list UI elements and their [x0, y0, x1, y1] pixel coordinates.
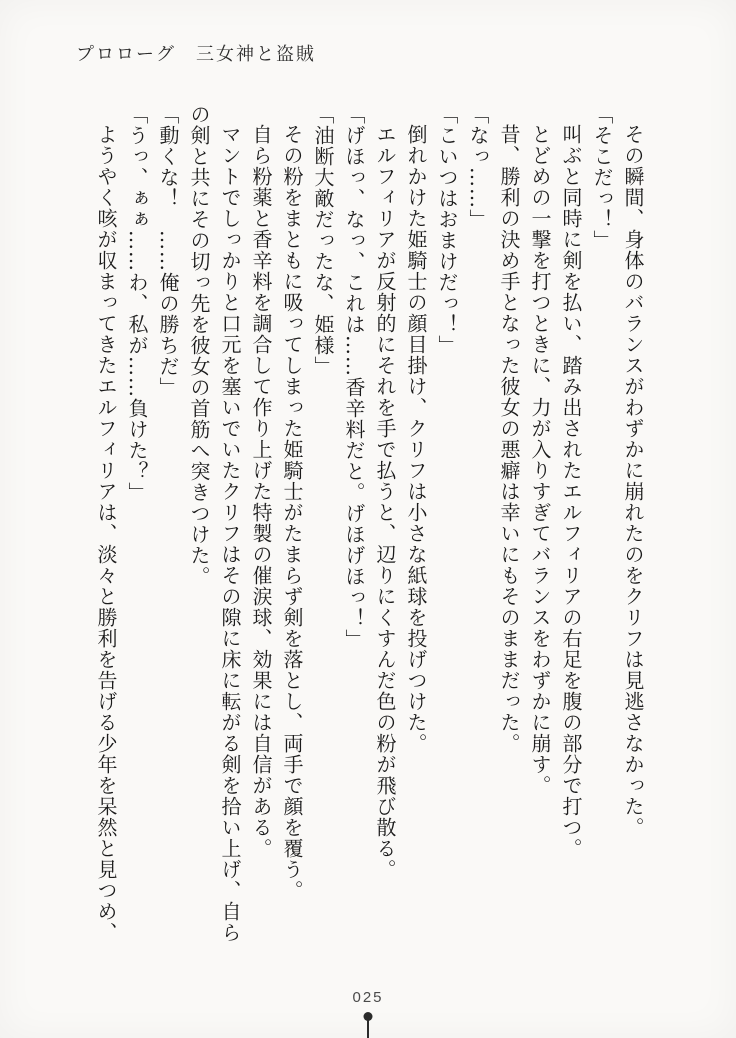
running-head: プロローグ 三女神と盗賊 — [76, 44, 316, 65]
paragraph: 「げほっ、なっ、これは……香辛料だと。げほげほっ！」 — [342, 104, 366, 650]
paragraph: 「うっ、ぁぁ……わ、私が……負けた？」 — [125, 104, 149, 503]
page-marker-line — [367, 1014, 369, 1038]
paragraph: 自ら粉薬と香辛料を調合して作り上げた特製の催涙球、効果には自信がある。 — [249, 124, 273, 859]
page-marker-dot-icon — [364, 1012, 373, 1021]
paragraph: エルフィリアが反射的にそれを手で払うと、辺りにくすんだ色の粉が飛び散る。 — [373, 124, 397, 880]
paragraph: 「こいつはおまけだっ！」 — [435, 104, 459, 356]
paragraph: 昔、勝利の決め手となった彼女の悪癖は幸いにもそのままだった。 — [497, 124, 521, 754]
paragraph: 倒れかけた姫騎士の顔目掛け、クリフは小さな紙球を投げつけた。 — [404, 124, 428, 754]
paragraph: 「なっ……」 — [466, 104, 490, 230]
paragraph: その瞬間、身体のバランスがわずかに崩れたのをクリフは見逃さなかった。 — [621, 124, 645, 838]
paragraph: マントでしっかりと口元を塞いでいたクリフはその隙に床に転がる剣を拾い上げ、自らの剣と共にその切っ先を彼女の首筋へ突きつけた。 — [187, 104, 242, 943]
body-text — [90, 104, 648, 948]
paragraph: 「油断大敵だったな、姫様」 — [311, 104, 335, 377]
paragraph: とどめの一撃を打つときに、力が入りすぎてバランスをわずかに崩す。 — [528, 124, 552, 796]
paragraph: ようやく咳が収まってきたエルフィリアは、淡々と勝利を告げる少年を呆然と見つめ、 — [94, 124, 118, 943]
paragraph: 「動くな！ ……俺の勝ちだ」 — [156, 104, 180, 398]
paragraph: 「そこだっ！」 — [590, 104, 614, 251]
paragraph: 叫ぶと同時に剣を払い、踏み出されたエルフィリアの右足を腹の部分で打つ。 — [559, 124, 583, 859]
page-number: 025 — [352, 989, 384, 1006]
paragraph: その粉をまともに吸ってしまった姫騎士がたまらず剣を落とし、両手で顔を覆う。 — [280, 124, 304, 901]
